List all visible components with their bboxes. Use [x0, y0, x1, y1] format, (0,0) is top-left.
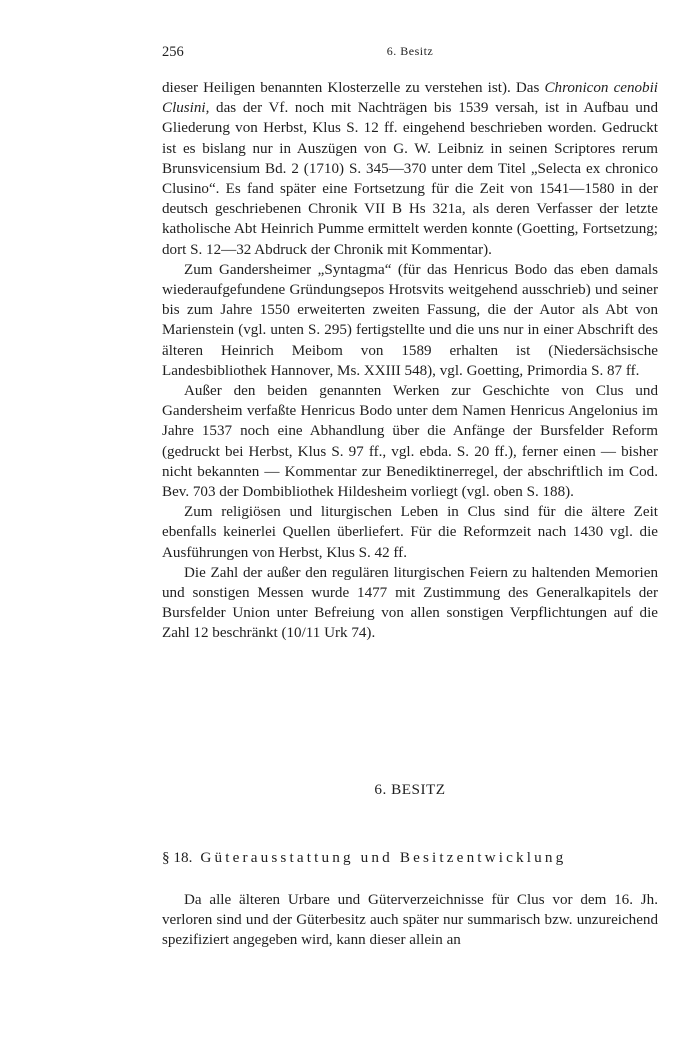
- paragraph-1-start: dieser Heiligen benannten Klosterzelle zu verstehen ist). Das: [162, 80, 545, 96]
- subsection-number: § 18.: [162, 849, 193, 866]
- paragraph-1: [162, 78, 658, 260]
- subsection-heading: [162, 849, 658, 867]
- paragraph-1-rest: das der Vf. noch mit Nachträgen bis 1539 versah, ist in Aufbau und Gliederung von Herbst, Klus S. 12 ff. eingehend beschrieben worden. Gedruckt ist es bislang nur in Auszügen von G. W. Leibniz in seinen Scriptores rerum Brunsvicensium Bd. 2 (1710) S. 345—370 unter dem Titel „Selecta ex chronico Clusino“. Es fand später eine Fortsetzung für die Zeit von 1541—1580 in der deutsch geschriebenen Chronik VII B Hs 321a, als deren Verfasser der letzte katholische Abt Heinrich Pumme ermittelt werden konnte (Goetting, Fortsetzung; dort S. 12—32 Abdruck der Chronik mit Kommentar).: [162, 100, 658, 258]
- running-head: 6. Besitz: [386, 44, 434, 58]
- body-text: [162, 78, 658, 644]
- chronicon-title: Chronicon cenobii Clusini,: [162, 80, 658, 117]
- section-heading: 6. BESITZ: [374, 781, 446, 798]
- paragraph-2: Zum Gandersheimer „Syntagma“ (für das Henricus Bodo das eben damals wiederaufgefundene Gründungsepos Hrotsvits weitgehend ausschrieb) und seiner bis zum Jahre 1550 erweiterten zweiten Fassung, die der Autor als Abt von Marienstein (vgl. unten S. 295) fertigstellte und die uns nur in einer Abschrift des älteren Heinrich Meibom von 1589 erhalten ist (Niedersächsische Landesbibliothek Hannover, Ms. XXIII 548), vgl. Goetting, Primordia S. 87 ff.: [162, 261, 658, 379]
- paragraph-4: Zum religiösen und liturgischen Leben in Clus sind für die ältere Zeit ebenfalls keinerlei Quellen überliefert. Für die Reformzeit nach 1430 vgl. die Ausführungen von Herbst, Klus S. 42 ff.: [162, 504, 658, 561]
- page-number: 256: [162, 44, 184, 60]
- paragraph-5: Die Zahl der außer den regulären liturgischen Feiern zu haltenden Memorien und sonstigen Messen wurde 1477 mit Zustimmung des Generalkapitels der Bursfelder Union unter Befreiung von allen sonstigen Verpflichtungen auf die Zahl 12 beschränkt (10/11 Urk 74).: [162, 564, 658, 642]
- subsection-title: Güterausstattung und Besitzentwicklung: [200, 849, 567, 866]
- paragraph-3: Außer den beiden genannten Werken zur Geschichte von Clus und Gandersheim verfaßte Henricus Bodo unter dem Namen Henricus Angelonius im Jahre 1537 noch eine Abhandlung über die Anfänge der Bursfelder Reform (gedruckt bei Herbst, Klus S. 97 ff., vgl. ebda. S. 20 ff.), ferner einen — bisher nicht bekannten — Kommentar zur Benediktinerregel, der abschriftlich im Cod. Bev. 703 der Dombibliothek Hildesheim vorliegt (vgl. oben S. 188).: [162, 383, 658, 501]
- section-text: [162, 890, 658, 951]
- page-header: [162, 44, 658, 64]
- section-paragraph: Da alle älteren Urbare und Güterverzeichnisse für Clus vor dem 16. Jh. verloren sind und der Güterbesitz auch später nur summarisch bzw. unzureichend spezifiziert angegeben wird, kann dieser allein an: [162, 892, 658, 949]
